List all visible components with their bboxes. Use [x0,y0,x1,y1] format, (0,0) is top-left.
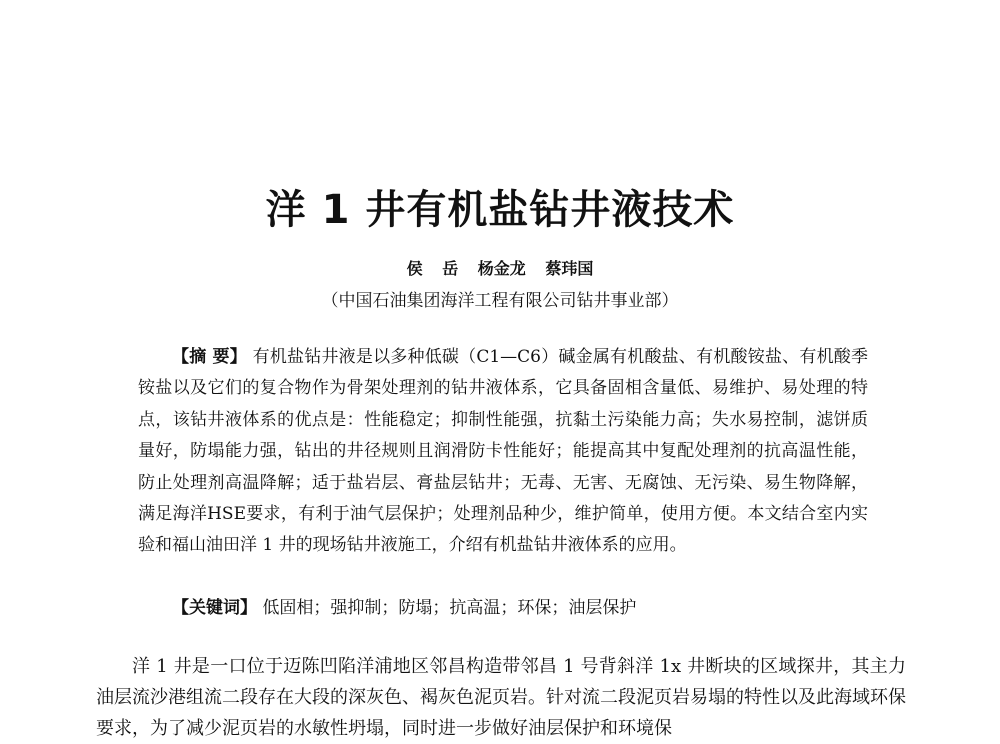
keywords-label: 【关键词】 [172,598,257,618]
abstract-label: 【摘 要】 [172,347,247,367]
body-paragraph: 洋 1 井是一口位于迈陈凹陷洋浦地区邻昌构造带邻昌 1 号背斜洋 1x 井断块的区域探井，其主力油层流沙港组流二段存在大段的深灰色、褐灰色泥页岩。针对流二段泥页岩易塌的特性以及此海域环保要求，为了减少泥页岩的水敏性坍塌，同时进一步做好油层保护和环境保 [96,656,906,739]
abstract [138,342,868,562]
abstract-text: 有机盐钻井液是以多种低碳（C1—C6）碱金属有机酸盐、有机酸铵盐、有机酸季铵盐以及它们的复合物作为骨架处理剂的钻井液体系，它具备固相含量低、易维护、易处理的特点，该钻井液体系的优点是：性能稳定；抑制性能强，抗黏土污染能力高；失水易控制，滤饼质量好，防塌能力强，钻出的井径规则且润滑防卡性能好；能提高其中复配处理剂的抗高温性能，防止处理剂高温降解；适于盐岩层、膏盐层钻井；无毒、无害、无腐蚀、无污染、易生物降解，满足海洋HSE要求，有利于油气层保护；处理剂品种少，维护简单，使用方便。本文结合室内实验和福山油田洋 1 井的现场钻井液施工，介绍有机盐钻井液体系的应用。 [138,347,869,556]
keywords [172,593,872,618]
authors: 侯 岳 杨金龙 蔡玮国 [406,259,594,278]
paper-title: 洋 1 井有机盐钻井液技术 [265,187,735,233]
affiliation: （中国石油集团海洋工程有限公司钻井事业部） [321,291,679,311]
keywords-text: 低固相；强抑制；防塌；抗高温；环保；油层保护 [262,598,637,618]
